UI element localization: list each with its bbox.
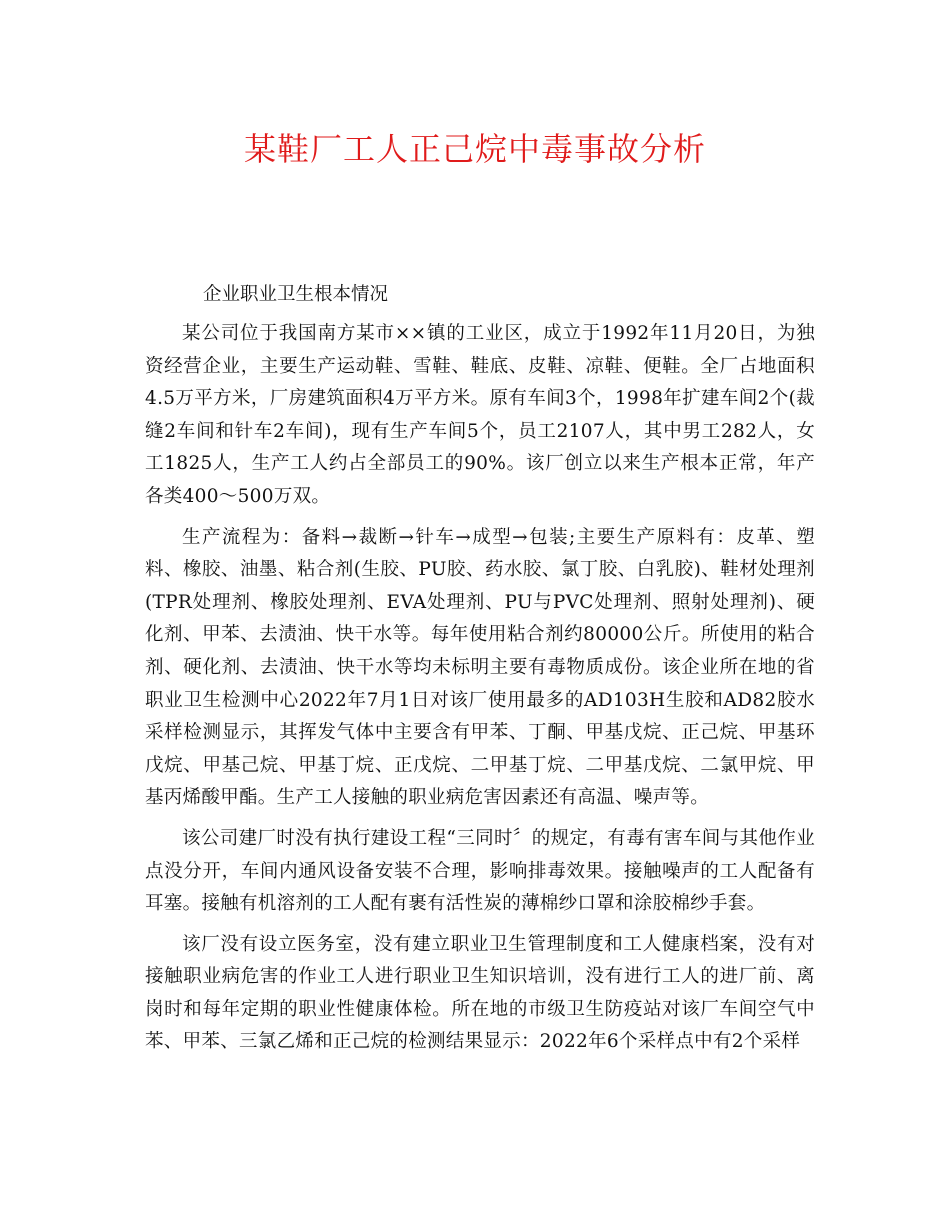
paragraph: 该公司建厂时没有执行建设工程“三同时〞的规定，有毒有害车间与其他作业点没分开，车间内通风设备安装不合理，影响排毒效果。接触噪声的工人配备有耳塞。接触有机溶剂的工人配有裹有活性炭的薄棉纱口罩和涂胶棉纱手套。 <box>145 827 815 915</box>
paragraph: 某公司位于我国南方某市××镇的工业区，成立于1992年11月20日，为独资经营企业，主要生产运动鞋、雪鞋、鞋底、皮鞋、凉鞋、便鞋。全厂占地面积4.5万平方米，厂房建筑面积4万平方米。原有车间3个，1998年扩建车间2个(裁缝2车间和针车2车间)，现有生产车间5个，员工2107人，其中男工282人，女工1825人，生产工人约占全部员工的90%。该厂创立以来生产根本正常，年产各类400～500万双。 <box>145 323 815 507</box>
paragraph: 生产流程为：备料→裁断→针车→成型→包装;主要生产原料有：皮革、塑料、橡胶、油墨、粘合剂(生胶、PU胶、药水胶、氯丁胶、白乳胶)、鞋材处理剂(TPR处理剂、橡胶处理剂、EVA处理剂、PU与PVC处理剂、照射处理剂)、硬化剂、甲苯、去渍油、快干水等。每年使用粘合剂约80000公斤。所使用的粘合剂、硬化剂、去渍油、快干水等均未标明主要有毒物质成份。该企业所在地的省职业卫生检测中心2022年7月1日对该厂使用最多的AD103H生胶和AD82胶水采样检测显示，其挥发气体中主要含有甲苯、丁酮、甲基戊烷、正己烷、甲基环戊烷、甲基己烷、甲基丁烷、正戊烷、二甲基丁烷、二甲基戊烷、二氯甲烷、甲基丙烯酸甲酯。生产工人接触的职业病危害因素还有高温、噪声等。 <box>145 526 815 809</box>
document-body <box>145 280 815 1067</box>
paragraph: 该厂没有设立医务室，没有建立职业卫生管理制度和工人健康档案，没有对接触职业病危害的作业工人进行职业卫生知识培训，没有进行工人的进厂前、离岗时和每年定期的职业性健康体检。所在地的市级卫生防疫站对该厂车间空气中苯、甲苯、三氯乙烯和正己烷的检测结果显示：2022年6个采样点中有2个采样 <box>145 933 815 1053</box>
section-heading: 企业职业卫生根本情况 <box>203 284 389 305</box>
document-title: 某鞋厂工人正己烷中毒事故分析 <box>243 130 706 168</box>
